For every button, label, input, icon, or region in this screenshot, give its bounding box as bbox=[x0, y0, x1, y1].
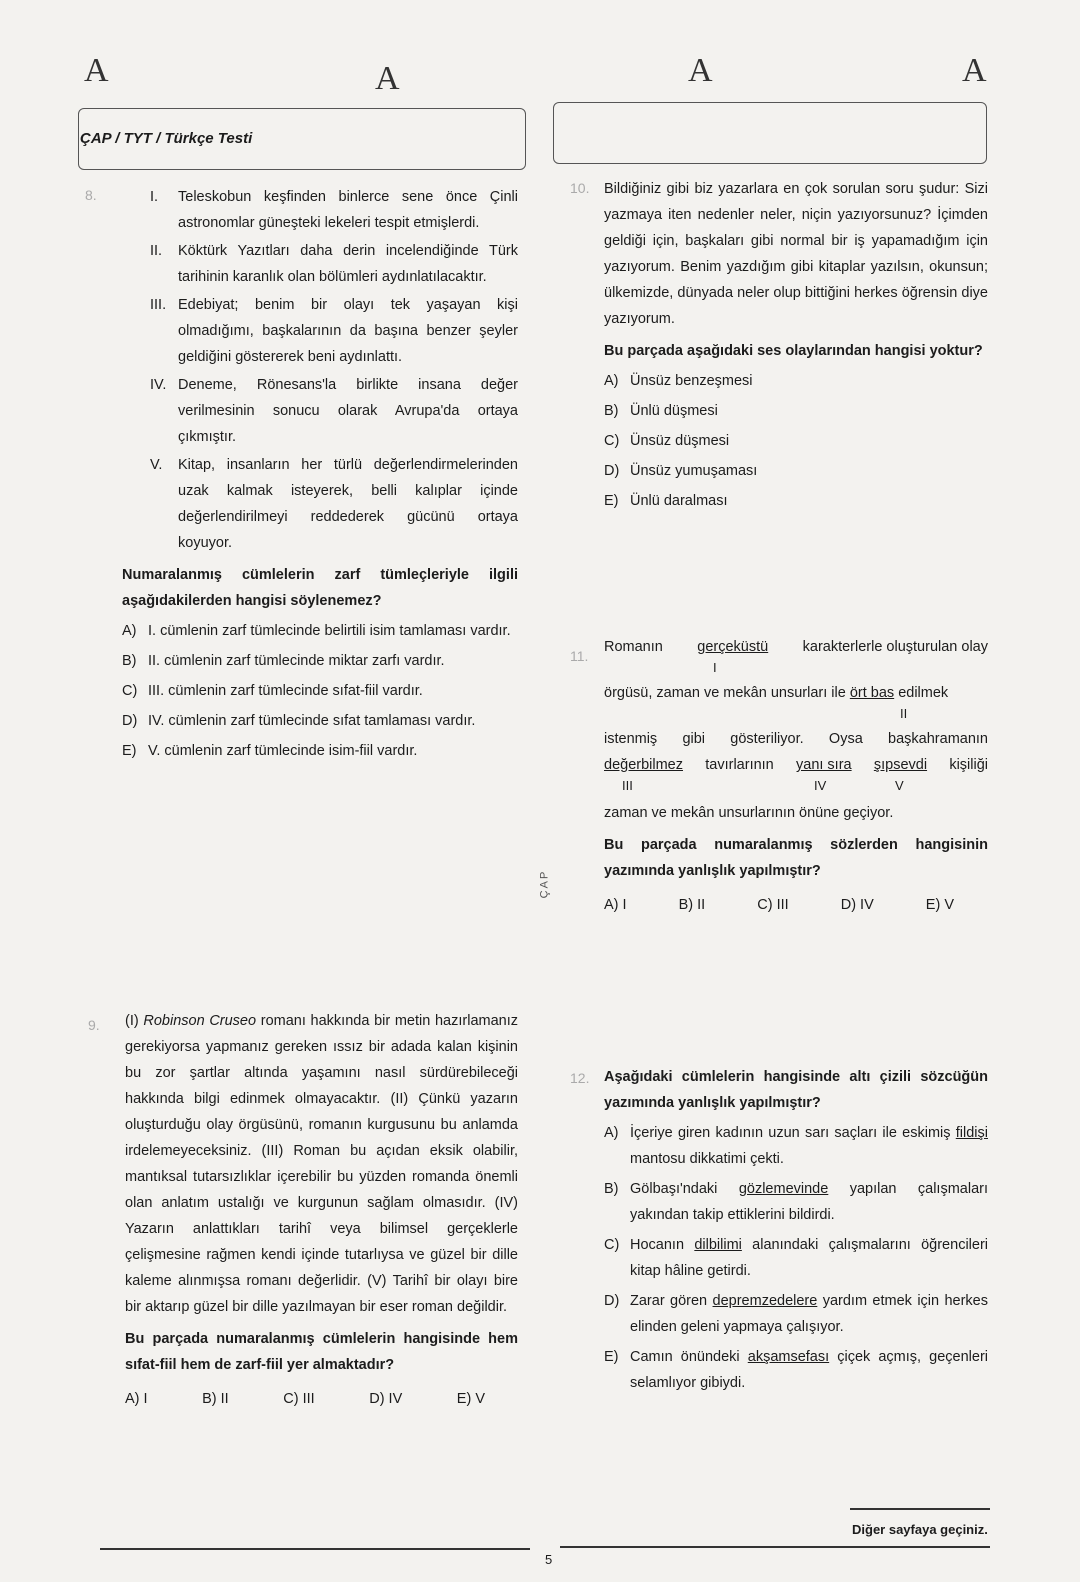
option-letter: E) bbox=[604, 493, 619, 509]
question-stem: Aşağıdaki cümlelerin hangisinde altı çizili sözcüğün yazımında yanlışlık yapılmıştır? bbox=[604, 1069, 988, 1111]
sentence-text: Kitap, insanların her türlü değerlendirmelerinden uzak kalmak isteyerek, belli kalıplar içinde değerlendirilmeyi reddederek gücünü ortaya koyuyor. bbox=[178, 457, 518, 551]
option[interactable]: C) III bbox=[283, 1391, 315, 1407]
option-letter: B) bbox=[604, 1181, 619, 1197]
option[interactable] bbox=[122, 648, 518, 674]
numbered-sentence bbox=[150, 238, 518, 290]
option-letter: C) bbox=[604, 433, 620, 449]
option[interactable] bbox=[122, 708, 518, 734]
sentence-text: Edebiyat; benim bir olayı tek yaşayan kişi olmadığımı, başkalarının da başına benzer şeyler geldiğini göstererek beni aydınlattı. bbox=[178, 297, 518, 365]
question-12 bbox=[604, 1058, 988, 1396]
option[interactable]: E) V bbox=[925, 897, 954, 913]
option[interactable] bbox=[604, 1176, 988, 1228]
option[interactable]: D) IV bbox=[369, 1391, 403, 1407]
option[interactable]: D) IV bbox=[840, 897, 874, 913]
option-letter: C) bbox=[604, 1237, 620, 1253]
option-text: Ünlü düşmesi bbox=[630, 403, 718, 419]
roman-numeral: V. bbox=[150, 457, 163, 473]
roman-numeral: I. bbox=[150, 189, 159, 205]
underlined-word: değerbilmez bbox=[604, 757, 683, 773]
question-stem: Bu parçada numaralanmış sözlerden hangisinin yazımında yanlışlık yapılmıştır? bbox=[604, 837, 988, 879]
option-text: V. cümlenin zarf tümlecinde isim-fiil vardır. bbox=[148, 743, 418, 759]
numbered-sentence bbox=[150, 452, 518, 556]
booklet-letter: A bbox=[84, 52, 109, 89]
option[interactable]: A) I bbox=[125, 1391, 148, 1407]
option[interactable] bbox=[604, 458, 988, 484]
sentence-num: (I) bbox=[125, 1013, 144, 1029]
text: tavırlarının bbox=[705, 757, 774, 773]
footer-rule bbox=[100, 1548, 530, 1550]
test-title: ÇAP / TYT / Türkçe Testi bbox=[80, 130, 253, 147]
numbered-sentence bbox=[150, 184, 518, 236]
question-number: 10. bbox=[570, 180, 590, 196]
option-text: II. cümlenin zarf tümlecinde miktar zarfı vardır. bbox=[148, 653, 445, 669]
next-page-note: Diğer sayfaya geçiniz. bbox=[852, 1522, 988, 1537]
footer-rule bbox=[560, 1546, 990, 1548]
text: İçeriye giren kadının uzun sarı saçları ile eskimiş bbox=[630, 1125, 956, 1141]
text: Zarar gören bbox=[630, 1293, 713, 1309]
passage-text: romanı hakkında bir metin hazırlamanız gerekiyorsa yapmanız gereken ıssız bir adada kalan kişinin bu zor şartlar altında yaşamını nasıl sürdürebileceği hakkında bilgi edinmek olmayacaktır. (II) Çünkü yazarın oluşturduğu olay örgüsünü, romanın kurgusunu bu anlamda irdelemeyeceksiniz. (III) Roman bu açıdan eksik olabilir, mantıksal tutarsızlıklar içerebilir bu yüzden romanda önemli olan anlatım ustalığı ve kurgunun sağlam olmasıdır. (IV) Yazarın anlattıkları tarihî veya bilimsel gerçeklerle çelişmesine rağmen kendi içinde tutarlıysa ve güzel bir dille kaleme alınmışsa romanı değerlidir. (V) Tarihî bir olayı bire bir aktarıp güzel bir dille yazılmayan bir eser roman değildir. bbox=[125, 1013, 518, 1315]
option-text: I. cümlenin zarf tümlecinde belirtili isim tamlaması vardır. bbox=[148, 623, 511, 639]
option-letter: D) bbox=[122, 713, 138, 729]
option-letter: A) bbox=[604, 1125, 619, 1141]
text: zaman ve mekân unsurlarının önüne geçiyor. bbox=[604, 805, 894, 821]
option-letter: A) bbox=[604, 373, 619, 389]
text: yardım etmek için herkes elinden geleni yapmaya çalışıyor. bbox=[630, 1293, 988, 1335]
numbered-sentence bbox=[150, 292, 518, 370]
mark: V bbox=[895, 778, 904, 793]
underlined-word: depremzedelere bbox=[712, 1293, 818, 1309]
option[interactable]: B) II bbox=[678, 897, 706, 913]
option[interactable] bbox=[604, 1288, 988, 1340]
book-title: Robinson Cruseo bbox=[143, 1013, 257, 1029]
mark: I bbox=[713, 660, 717, 675]
text: alanındaki çalışmalarını öğrencileri kitap hâline getirdi. bbox=[630, 1237, 988, 1279]
roman-numeral: IV. bbox=[150, 377, 167, 393]
option-text: Ünsüz benzeşmesi bbox=[630, 373, 753, 389]
option-text bbox=[630, 1120, 988, 1172]
option-text: IV. cümlenin zarf tümlecinde sıfat tamlaması vardır. bbox=[148, 713, 476, 729]
mark: III bbox=[622, 778, 633, 793]
option-text: Ünlü daralması bbox=[630, 493, 728, 509]
booklet-letter: A bbox=[962, 52, 987, 89]
passage: Bildiğiniz gibi biz yazarlara en çok sorulan soru şudur: Sizi yazmaya iten nedenler neler, niçin yazıyorsunuz? İçimden geldiği için, başkaları gibi normal bir iş yapamadığım için yazıyorum. Benim yazdığım gibi kitaplar yazılsın, okunsun; ülkemizde, dünyada neler olup bittiğini herkes öğrensin diye yazıyorum. bbox=[604, 181, 988, 327]
roman-numeral: III. bbox=[150, 297, 167, 313]
option-letter: C) bbox=[122, 683, 138, 699]
booklet-letter: A bbox=[375, 60, 400, 97]
option-text: III. cümlenin zarf tümlecinde sıfat-fiil vardır. bbox=[148, 683, 423, 699]
booklet-letter: A bbox=[688, 52, 713, 89]
underlined-word: ört bas bbox=[849, 685, 895, 701]
option-text: Ünsüz düşmesi bbox=[630, 433, 730, 449]
option[interactable] bbox=[604, 368, 988, 394]
option-text: Ünsüz yumuşaması bbox=[630, 463, 758, 479]
option-text bbox=[630, 1344, 988, 1396]
underlined-word: yanı sıra bbox=[796, 757, 852, 773]
option[interactable] bbox=[604, 398, 988, 424]
text: örgüsü, zaman ve mekân unsurları ile bbox=[604, 685, 846, 701]
question-number: 11. bbox=[570, 648, 589, 664]
question-number: 8. bbox=[85, 187, 97, 203]
numbered-sentence bbox=[150, 372, 518, 450]
underlined-word: fildişi bbox=[955, 1125, 988, 1141]
underlined-word: gözlemevinde bbox=[738, 1181, 829, 1197]
text: Romanın bbox=[604, 639, 663, 655]
option-letter: E) bbox=[604, 1349, 619, 1365]
text: edilmek bbox=[898, 685, 949, 701]
question-stem: Numaralanmış cümlelerin zarf tümleçleriyle ilgili aşağıdakilerden hangisi söylenemez? bbox=[122, 567, 518, 609]
option[interactable]: A) I bbox=[604, 897, 627, 913]
passage bbox=[125, 1008, 518, 1320]
option-letter: D) bbox=[604, 1293, 620, 1309]
text: kişiliği bbox=[949, 757, 988, 773]
option[interactable] bbox=[604, 488, 988, 514]
mark: II bbox=[900, 706, 908, 721]
question-10 bbox=[604, 176, 988, 514]
option[interactable]: B) II bbox=[202, 1391, 229, 1407]
option-letter: A) bbox=[122, 623, 137, 639]
text: yapılan çalışmaları yakından takip ettiklerini bildirdi. bbox=[630, 1181, 988, 1223]
option[interactable]: C) III bbox=[757, 897, 789, 913]
question-number: 12. bbox=[570, 1070, 590, 1086]
text: çiçek açmış, geçenleri selamlıyor gibiydi. bbox=[630, 1349, 988, 1391]
text: Hocanın bbox=[630, 1237, 695, 1253]
text: karakterlerle oluşturulan olay bbox=[802, 639, 988, 655]
underlined-word: şıpsevdi bbox=[873, 757, 928, 773]
question-9 bbox=[125, 1008, 518, 1412]
option-letter: B) bbox=[604, 403, 619, 419]
roman-numeral: II. bbox=[150, 243, 163, 259]
option[interactable] bbox=[122, 678, 518, 704]
page-number: 5 bbox=[545, 1552, 553, 1567]
option-letter: B) bbox=[122, 653, 137, 669]
option[interactable]: E) V bbox=[456, 1391, 485, 1407]
side-label: ÇAP bbox=[538, 869, 551, 899]
option[interactable] bbox=[604, 1344, 988, 1396]
text: mantosu dikkatimi çekti. bbox=[630, 1151, 784, 1167]
header-box-right bbox=[553, 102, 987, 164]
option-text bbox=[630, 1232, 988, 1284]
footer-rule bbox=[850, 1508, 990, 1510]
underlined-word: akşamsefası bbox=[747, 1349, 830, 1365]
option-letter: D) bbox=[604, 463, 620, 479]
text: istenmiş gibi gösteriliyor. Oysa başkahramanın bbox=[604, 731, 988, 747]
question-stem: Bu parçada numaralanmış cümlelerin hangisinde hem sıfat-fiil hem de zarf-fiil yer almaktadır? bbox=[125, 1331, 518, 1373]
question-stem: Bu parçada aşağıdaki ses olaylarından hangisi yoktur? bbox=[604, 343, 983, 359]
option[interactable] bbox=[604, 428, 988, 454]
option-text bbox=[630, 1176, 988, 1228]
sentence-text: Teleskobun keşfinden binlerce sene önce Çinli astronomlar güneşteki lekeleri tespit etmişlerdi. bbox=[178, 189, 518, 231]
option-letter: E) bbox=[122, 743, 137, 759]
sentence-text: Köktürk Yazıtları daha derin incelendiğinde Türk tarihinin karanlık olan bölümleri aydınlatılacaktır. bbox=[178, 243, 518, 285]
question-8 bbox=[122, 184, 518, 764]
option[interactable] bbox=[122, 618, 518, 644]
mark: IV bbox=[814, 778, 827, 793]
underlined-word: dilbilimi bbox=[694, 1237, 742, 1253]
question-11 bbox=[604, 634, 988, 918]
option[interactable] bbox=[604, 1232, 988, 1284]
option[interactable] bbox=[122, 738, 518, 764]
question-number: 9. bbox=[88, 1017, 100, 1033]
underlined-word: gerçeküstü bbox=[697, 639, 769, 655]
option[interactable] bbox=[604, 1120, 988, 1172]
option-text bbox=[630, 1288, 988, 1340]
text: Camın önündeki bbox=[630, 1349, 748, 1365]
text: Gölbaşı'ndaki bbox=[630, 1181, 739, 1197]
sentence-text: Deneme, Rönesans'la birlikte insana değer verilmesinin sonucu olarak Avrupa'da ortaya çıkmıştır. bbox=[178, 377, 518, 445]
